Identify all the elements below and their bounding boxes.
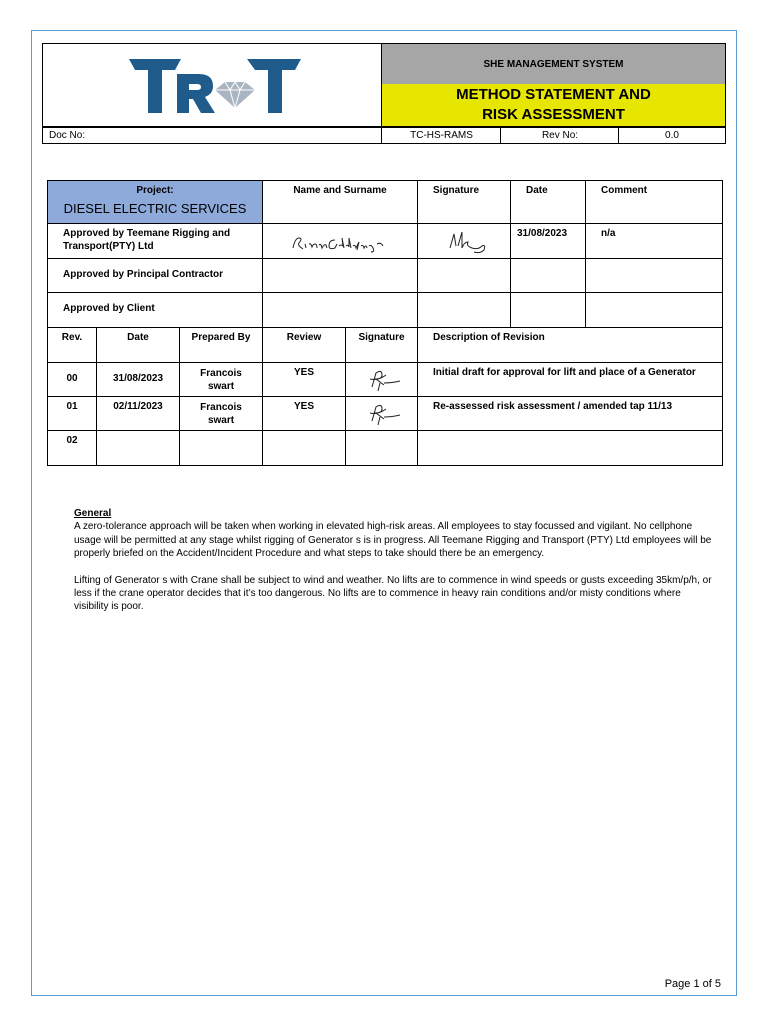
system-label: SHE MANAGEMENT SYSTEM [381,43,726,85]
approver-signature [446,228,496,256]
approval-label-2: Approved by Principal Contractor [47,258,263,293]
general-paragraph-1: A zero-tolerance approach will be taken when working in elevated high-risk areas. All employees to stay focussed and vigilant. No cellphone usage will be permitted at any stage whilst rigging of Generator s is in progress. All Teemane Rigging and Transport (PTY) Ltd employees will be properly briefed on the Accident/Incident Procedure and what steps to take should there be an emergency. [74,521,712,560]
general-section [74,507,714,614]
rev-number-1: 01 [47,396,97,431]
logo-cell [42,43,382,127]
project-name: DIESEL ELECTRIC SERVICES [63,201,247,216]
description-0: Initial draft for approval for lift and place of a Generator [417,362,723,397]
approval-name-3 [262,292,418,328]
rev-date-0: 31/08/2023 [96,362,180,397]
project-label: Project: [136,185,174,196]
approval-label-1: Approved by Teemane Rigging and Transport(PTY) Ltd [47,223,263,259]
prepared-by-0: Francois swart [179,362,263,397]
document-title: METHOD STATEMENT AND RISK ASSESSMENT [381,84,726,127]
name-signature [291,232,401,254]
review-2 [262,430,346,466]
approval-name-2 [262,258,418,293]
approval-comment-1: n/a [585,223,723,259]
col-signature-header: Signature [417,180,511,224]
general-paragraph-2: Lifting of Generator s with Crane shall be subject to wind and weather. No lifts are to commence in wind speeds or gusts exceeding 35km/p/h, or less if the crane operator decides that it’s too dangerous. No lifts are to commence in heavy rain conditions and/or misty conditions where visibility is poor. [74,574,712,613]
rev-no-value: 0.0 [618,127,726,144]
rev-date-2 [96,430,180,466]
project-cell [47,180,263,224]
prepared-by-header: Prepared By [179,327,263,363]
approval-date-1: 31/08/2023 [510,223,586,259]
description-2 [417,430,723,466]
review-0: YES [262,362,346,397]
rev-date-header: Date [96,327,180,363]
rev-signature-2 [345,430,418,466]
approval-date-2 [510,258,586,293]
approval-label-3: Approved by Client [47,292,263,328]
rev-number-2: 02 [47,430,97,466]
rev-no-label: Rev No: [500,127,619,144]
description-1: Re-assessed risk assessment / amended tap 11/13 [417,396,723,431]
approval-comment-2 [585,258,723,293]
approval-date-3 [510,292,586,328]
prepared-by-2 [179,430,263,466]
general-heading: General [74,508,112,519]
preparer-signature [366,367,402,393]
approval-signature-1 [417,223,511,259]
col-date-header: Date [510,180,586,224]
approval-comment-3 [585,292,723,328]
approval-name-1 [262,223,418,259]
rev-signature-1 [345,396,418,431]
col-name-header: Name and Surname [262,180,418,224]
doc-no-value: TC-HS-RAMS [381,127,501,144]
approval-signature-2 [417,258,511,293]
prepared-by-1: Francois swart [179,396,263,431]
company-logo [129,56,301,116]
rev-number-0: 00 [47,362,97,397]
approval-signature-3 [417,292,511,328]
rev-signature-0 [345,362,418,397]
review-header: Review [262,327,346,363]
rev-signature-header: Signature [345,327,418,363]
rev-date-1: 02/11/2023 [96,396,180,431]
rev-col-header: Rev. [47,327,97,363]
preparer-signature [366,401,402,427]
col-comment-header: Comment [585,180,723,224]
doc-no-label: Doc No: [42,127,382,144]
page-number: Page 1 of 5 [664,978,721,990]
description-header: Description of Revision [417,327,723,363]
review-1: YES [262,396,346,431]
